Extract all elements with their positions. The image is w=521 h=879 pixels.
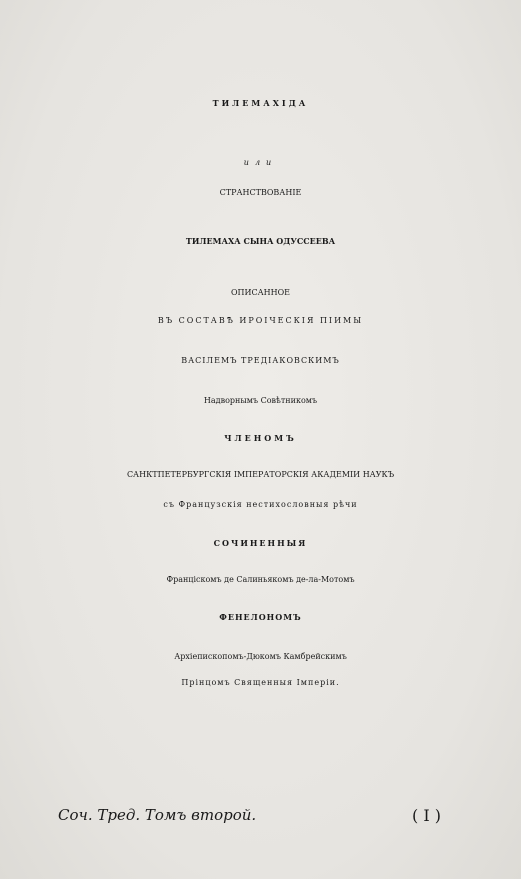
member-line: ЧЛЕНОМЪ	[224, 433, 297, 443]
original-author-title-1: Архiепископомъ-Дюкомъ Камбрейскимъ	[174, 652, 347, 661]
academy-line: САНКТПЕТЕРБУРГСКІЯ ІМПЕРАТОРСКІЯ АКАДЕМІИ НАУКЪ	[126, 470, 395, 479]
footer-signature: Соч. Тред. Томъ второй.	[58, 806, 257, 824]
composed-line: СОЧИНЕННЫЯ	[213, 538, 308, 548]
conjunction-line: или	[243, 158, 278, 167]
translated-from-line: съ Французскія нестихословныя рѣчи	[163, 500, 358, 509]
original-author-title-2: Прінцомъ Священныя Імперіи.	[181, 678, 340, 687]
subtitle: СТРАНСТВОВАНІЕ	[219, 188, 302, 197]
subject-line: ТИЛЕМАХА СЫНА ОДУССЕЕВА	[185, 236, 336, 246]
original-author-surname: ФЕНЕЛОНОМЪ	[219, 612, 302, 622]
author-rank-line: Надворнымъ Совѣтникомъ	[203, 396, 318, 405]
form-line: ВЪ СОСТАВѢ ИРОІЧЕСКІЯ ПІИМЫ	[157, 316, 364, 325]
book-title: ТИЛЕМАХІДА	[212, 98, 309, 108]
author-line: ВАСІЛЕМЪ ТРЕДІАКОВСКИМЪ	[181, 356, 340, 365]
described-line: ОПИСАННОЕ	[230, 288, 291, 297]
sheet-number: ( I )	[412, 806, 441, 825]
original-author-line: Францiскомъ де Салиньякомъ де-ла-Мотомъ	[166, 575, 355, 584]
